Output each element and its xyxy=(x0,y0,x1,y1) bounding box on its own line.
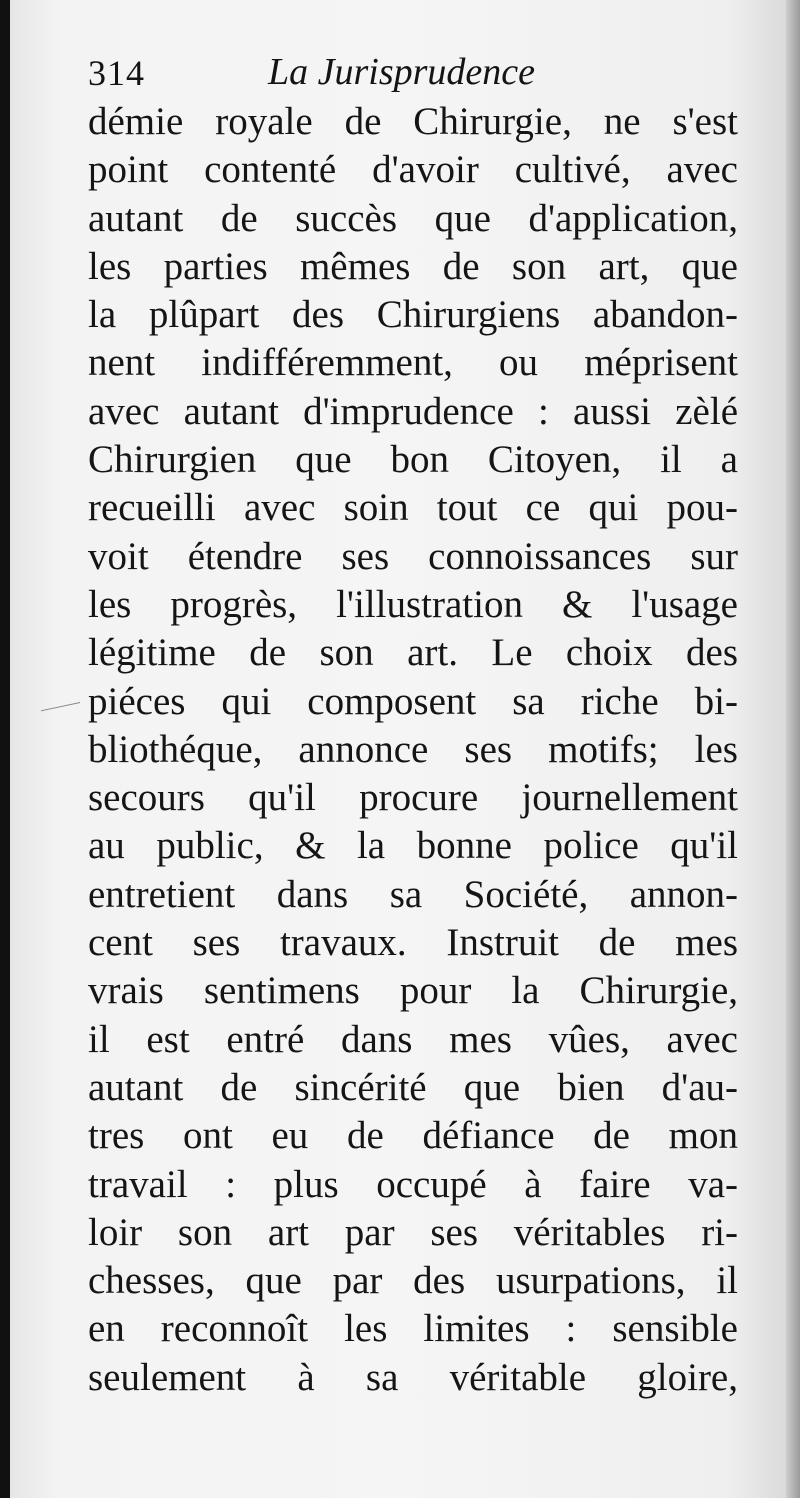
running-title: La Jurisprudence xyxy=(268,51,536,93)
text-line: travail : plus occupé à faire va- xyxy=(88,1162,738,1206)
text-line: avec autant d'imprudence : aussi zèlé xyxy=(88,389,738,433)
text-line: en reconnoît les limites : sensible xyxy=(88,1307,738,1351)
text-line: chesses, que par des usurpations, il xyxy=(88,1259,738,1303)
text-line: point contenté d'avoir cultivé, avec xyxy=(88,148,738,192)
text-line: légitime de son art. Le choix des xyxy=(88,631,738,675)
text-line: les parties mêmes de son art, que xyxy=(88,244,738,288)
text-line: autant de sincérité que bien d'au- xyxy=(88,1065,738,1109)
text-line: la plûpart des Chirurgiens abandon- xyxy=(88,293,738,337)
body-text xyxy=(88,98,738,1402)
text-line: piéces qui composent sa riche bi- xyxy=(88,679,738,723)
text-line: entretient dans sa Société, annon- xyxy=(88,872,738,916)
text-line: les progrès, l'illustration & l'usage xyxy=(88,582,738,626)
page-number: 314 xyxy=(88,53,145,93)
text-line: secours qu'il procure journellement xyxy=(88,776,738,820)
text-line: Chirurgien que bon Citoyen, il a xyxy=(88,438,738,482)
text-line: il est entré dans mes vûes, avec xyxy=(88,1017,738,1061)
text-line: au public, & la bonne police qu'il xyxy=(88,824,738,868)
text-line: tres ont eu de défiance de mon xyxy=(88,1114,738,1158)
text-line: vrais sentimens pour la Chirurgie, xyxy=(88,969,738,1013)
text-line: recueilli avec soin tout ce qui pou- xyxy=(88,486,738,530)
text-line: démie royale de Chirurgie, ne s'est xyxy=(88,100,738,143)
text-line: nent indifféremment, ou méprisent xyxy=(88,341,738,385)
page-edge-shadow xyxy=(786,0,800,1498)
text-line: bliothéque, annonce ses motifs; les xyxy=(88,727,738,771)
page-header xyxy=(88,48,748,98)
text-line: autant de succès que d'application, xyxy=(88,196,738,240)
text-line: seulement à sa véritable gloire, xyxy=(88,1355,738,1399)
text-line: loir son art par ses véritables ri- xyxy=(88,1210,738,1254)
text-line: cent ses travaux. Instruit de mes xyxy=(88,921,738,965)
text-line: voit étendre ses connoissances sur xyxy=(88,534,738,578)
